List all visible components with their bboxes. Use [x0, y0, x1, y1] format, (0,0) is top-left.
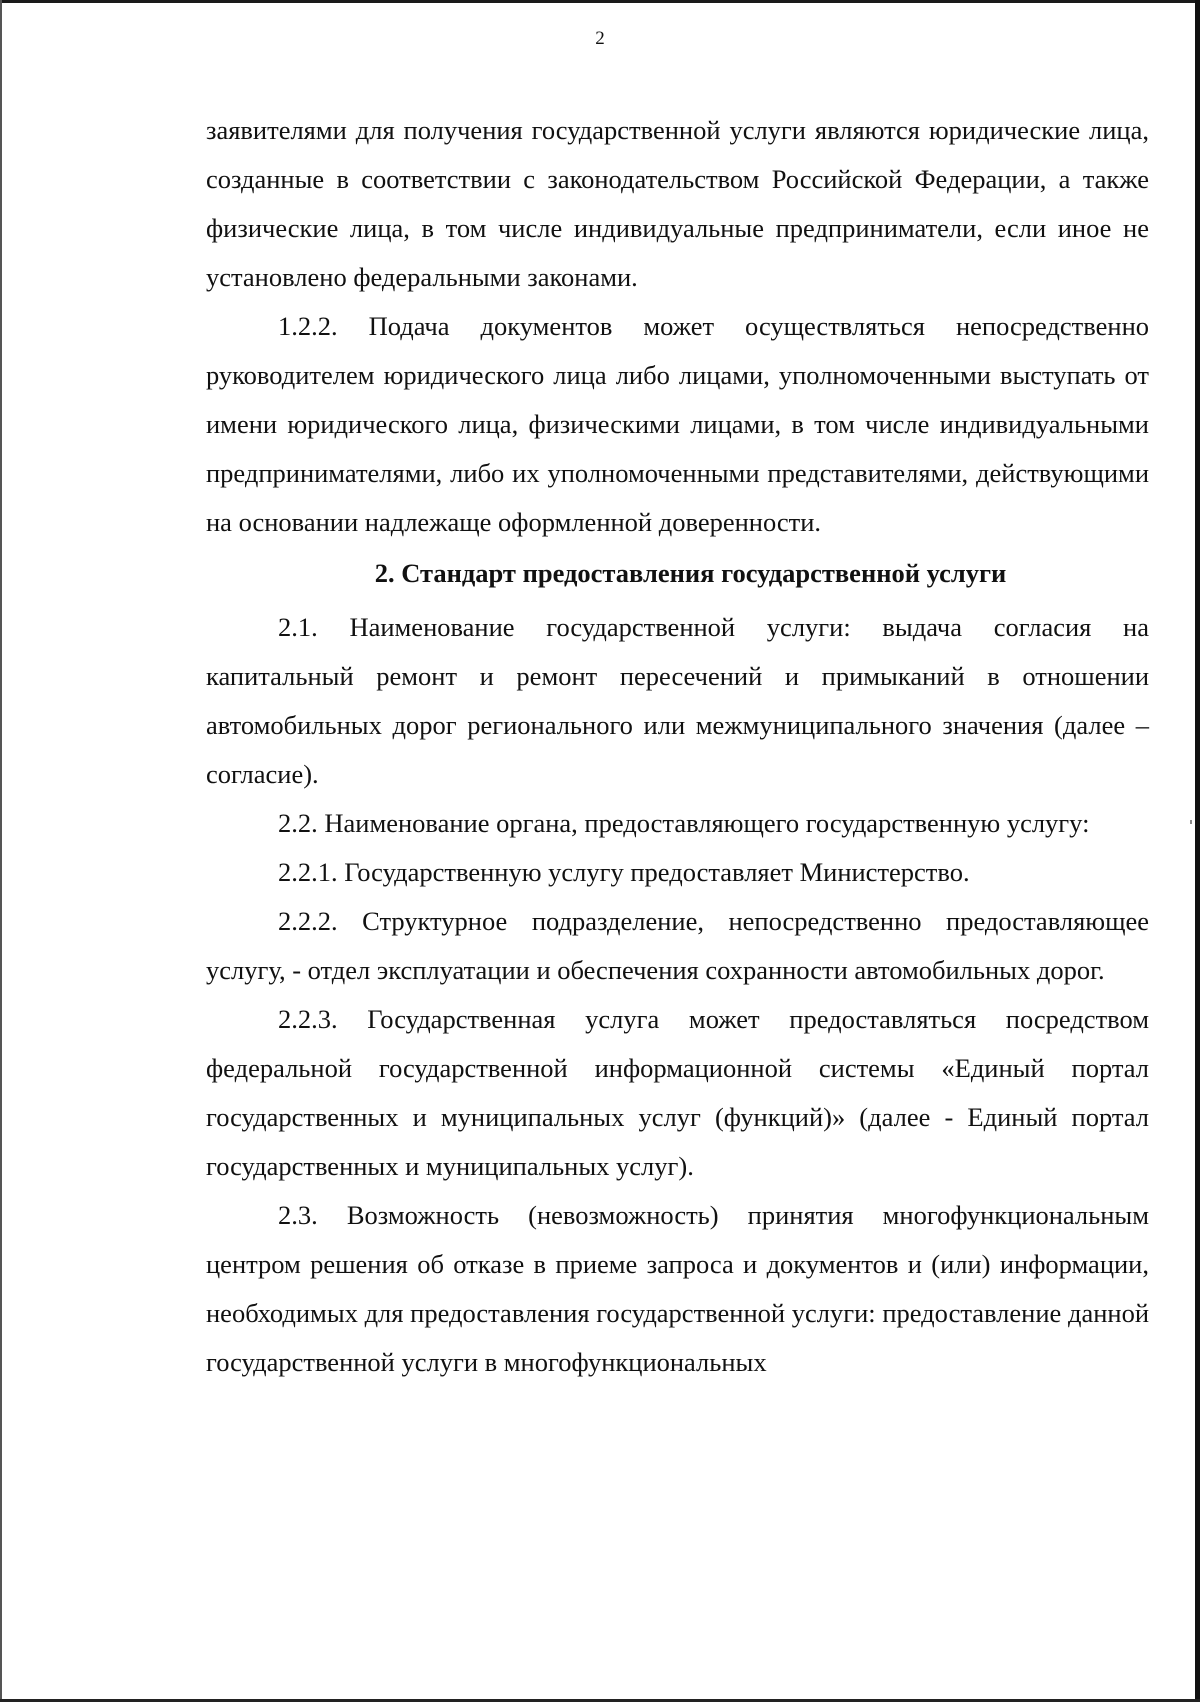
paragraph-2-1: 2.1. Наименование государственной услуги: выдача согласия на капитальный ремонт и ремонт пересечений и примыканий в отношении автомобильных дорог регионального или межмуниципального значения (далее –согласие).: [206, 612, 1149, 789]
page-number: 2: [595, 28, 605, 49]
scan-border-left: [0, 0, 2, 1702]
paragraph-2-3: 2.3. Возможность (невозможность) принятия многофункциональным центром решения об отказе в приеме запроса и документов и (или) информации, необходимых для предоставления государственной услуги: предоставление данной государственной услуги в многофункциональных: [206, 1200, 1149, 1377]
paragraph-2-2-3: 2.2.3. Государственная услуга может предоставляться посредством федеральной государственной информационной системы «Единый портал государственных и муниципальных услуг (функций)» (далее - Единый портал государственных и муниципальных услуг).: [206, 1004, 1149, 1181]
paragraph-2-2-1: 2.2.1. Государственную услугу предоставляет Министерство.: [278, 857, 970, 887]
paragraph-applicants: заявителями для получения государственной услуги являются юридические лица, созданные в соответствии с законодательством Российской Федерации, а также физические лица, в том числе индивидуальные предприниматели, если иное не установлено федеральными законами.: [206, 115, 1149, 292]
paragraph-1-2-2: 1.2.2. Подача документов может осуществляться непосредственно руководителем юридического лица либо лицами, уполномоченными выступать от имени юридического лица, физическими лицами, в том числе индивидуальными предпринимателями, либо их уполномоченными представителями, действующими на основании надлежаще оформленной доверенности.: [206, 311, 1149, 537]
paragraph-2-2-2: 2.2.2. Структурное подразделение, непосредственно предоставляющее услугу, - отдел эксплуатации и обеспечения сохранности автомобильных дорог.: [206, 906, 1149, 985]
scan-speck: [1190, 820, 1192, 824]
scan-border-right: [1195, 0, 1200, 1702]
paragraph-2-2: 2.2. Наименование органа, предоставляющего государственную услугу:: [278, 808, 1090, 838]
document-body: [206, 106, 1149, 1387]
section-heading: 2. Стандарт предоставления государственной услуги: [374, 558, 1007, 588]
scan-border-top: [0, 0, 1200, 3]
